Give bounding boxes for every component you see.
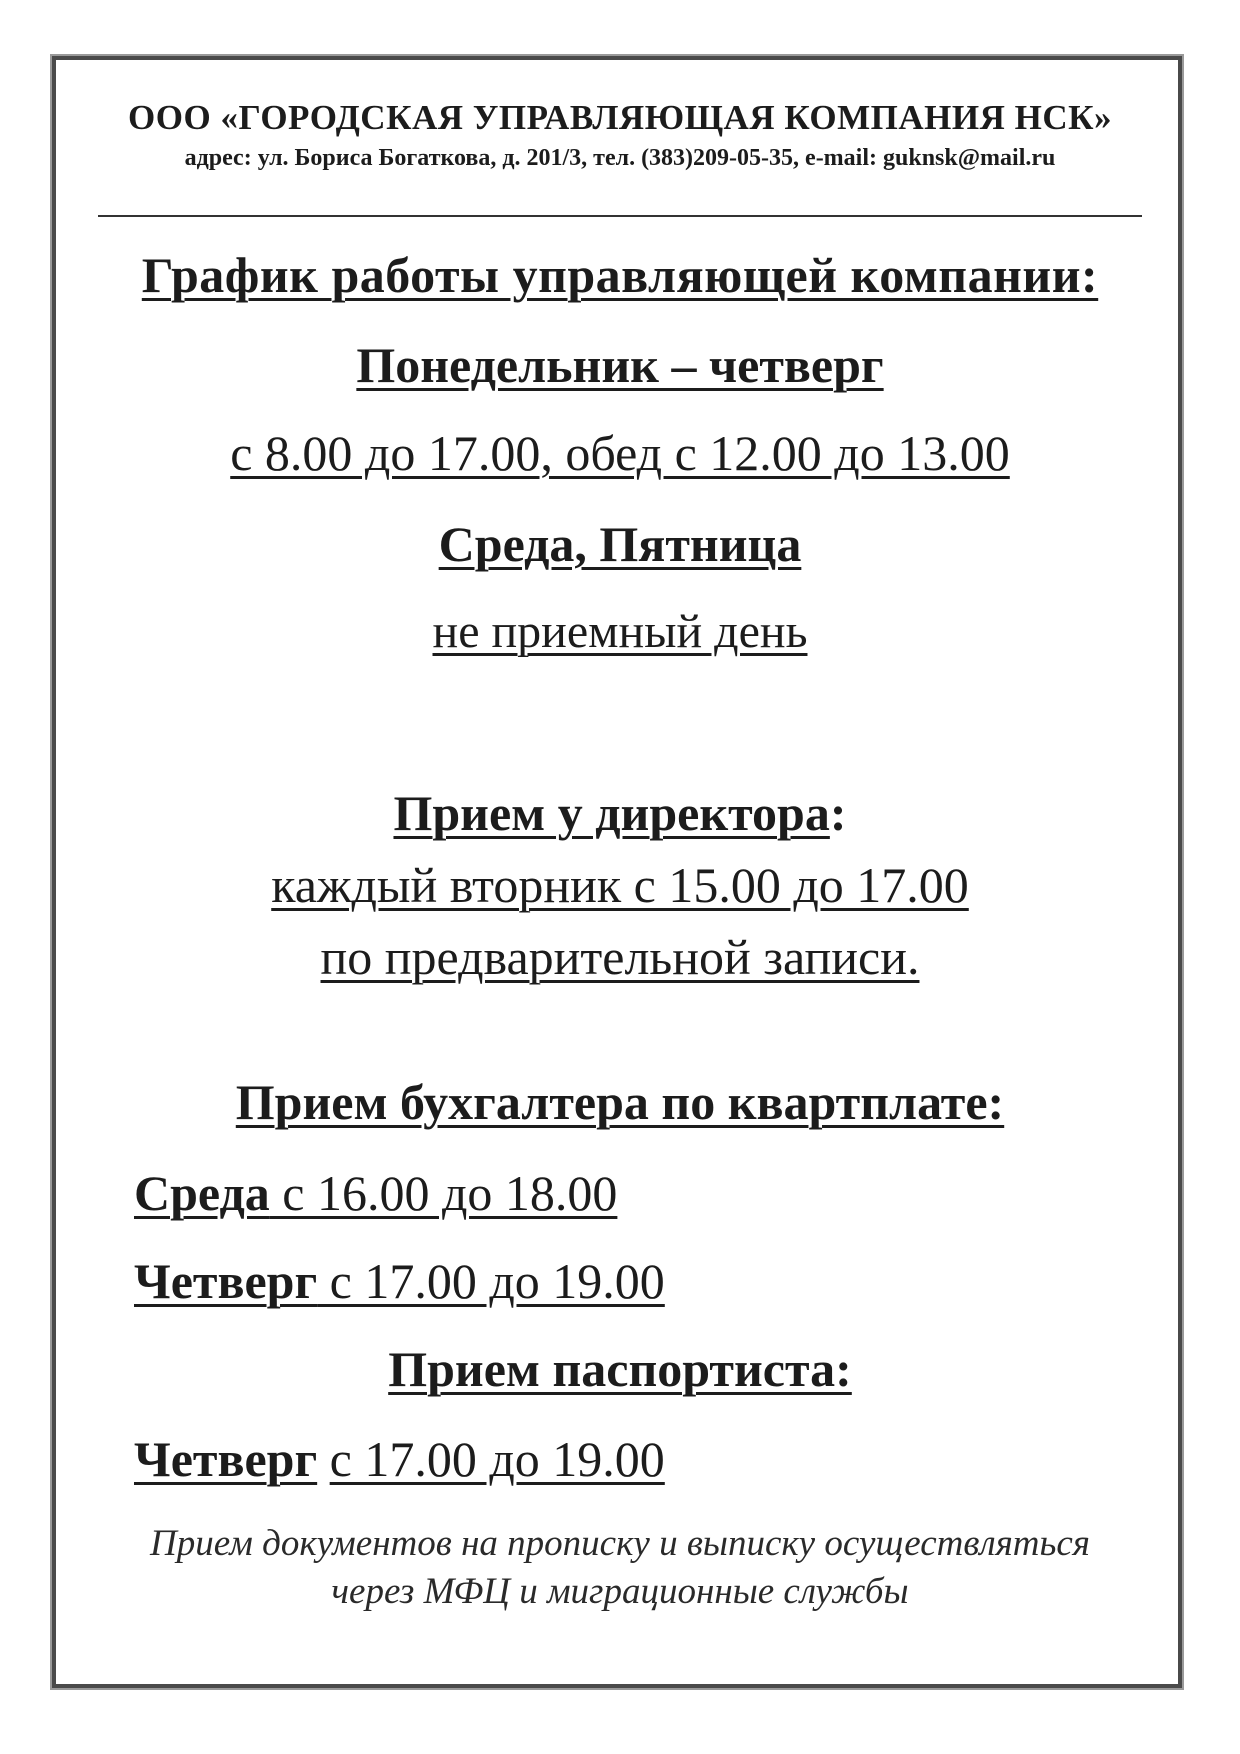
director-time-text: каждый вторник с 15.00 до 17.00	[271, 857, 969, 913]
accountant-row-day: Среда	[134, 1165, 270, 1221]
accountant-row-day: Четверг	[134, 1253, 318, 1309]
wed-fri-heading-text: Среда, Пятница	[438, 516, 802, 572]
passport-row-day: Четверг	[134, 1431, 318, 1487]
footer-note-line: Прием документов на прописку и выписку осуществляться	[150, 1523, 1090, 1564]
weekdays-hours	[0, 424, 1240, 482]
schedule-title	[0, 246, 1240, 304]
accountant-row-text	[134, 1253, 665, 1309]
director-heading	[0, 784, 1240, 842]
weekdays-hours-text: с 8.00 до 17.00, обед с 12.00 до 13.00	[230, 425, 1010, 481]
accountant-row	[134, 1164, 617, 1222]
nonreception-day-text: не приемный день	[432, 605, 808, 658]
nonreception-day	[0, 604, 1240, 659]
schedule-title-text: График работы управляющей компании:	[141, 247, 1099, 303]
accountant-heading	[0, 1073, 1240, 1131]
passport-heading	[0, 1340, 1240, 1398]
footer-note-line: через МФЦ и миграционные службы	[331, 1571, 909, 1612]
passport-heading-text: Прием паспортиста:	[388, 1341, 852, 1397]
company-address: адрес: ул. Бориса Богаткова, д. 201/3, тел. (383)209-05-35, e-mail: guknsk@mail.ru	[184, 145, 1056, 171]
accountant-row	[134, 1252, 665, 1310]
accountant-row-time: с 16.00 до 18.00	[269, 1165, 618, 1221]
weekdays-heading	[0, 336, 1240, 394]
company-name: ООО «ГОРОДСКАЯ УПРАВЛЯЮЩАЯ КОМПАНИЯ НСК»	[128, 98, 1112, 137]
director-note-text: по предварительной записи.	[320, 929, 920, 985]
accountant-heading-text: Прием бухгалтера по квартплате:	[235, 1074, 1005, 1130]
wed-fri-heading	[0, 515, 1240, 573]
accountant-row-text	[134, 1165, 617, 1221]
director-heading-colon: :	[829, 785, 847, 841]
header-divider	[98, 215, 1142, 217]
passport-row-time: с 17.00 до 19.00	[329, 1431, 665, 1487]
director-time	[0, 856, 1240, 914]
passport-row	[134, 1430, 665, 1488]
director-note	[0, 928, 1240, 986]
weekdays-heading-text: Понедельник – четверг	[356, 337, 884, 393]
director-heading-text: Прием у директора	[393, 785, 830, 841]
accountant-row-time: с 17.00 до 19.00	[317, 1253, 665, 1309]
